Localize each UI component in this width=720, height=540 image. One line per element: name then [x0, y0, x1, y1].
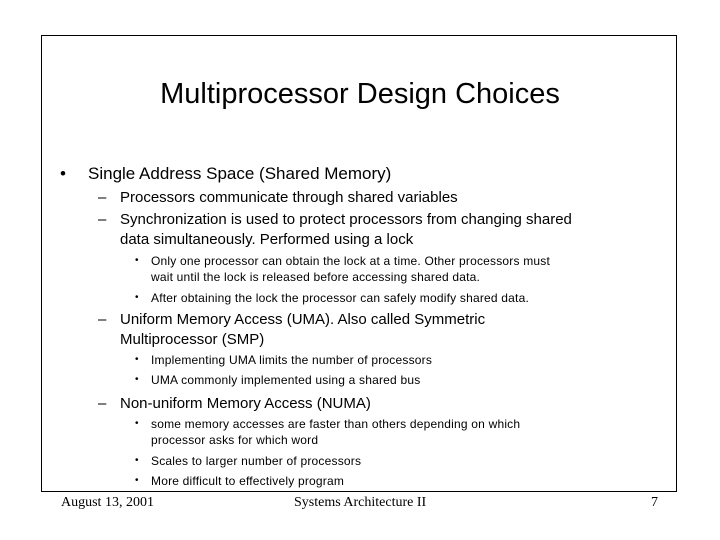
- dash-marker: –: [98, 311, 107, 328]
- lock-item-1-line-2: wait until the lock is released before accessing shared data.: [151, 270, 481, 284]
- numa-item-1-line-1: some memory accesses are faster than others depending on which: [151, 417, 521, 431]
- slide-title: Multiprocessor Design Choices: [160, 78, 560, 110]
- lock-item-1-line-1: Only one processor can obtain the lock at a time. Other processors must: [151, 254, 551, 268]
- sub-point-2-line-1: Synchronization is used to protect processors from changing shared: [120, 211, 572, 228]
- footer-date: August 13, 2001: [61, 495, 154, 510]
- lock-item-2: After obtaining the lock the processor can safely modify shared data.: [151, 291, 530, 305]
- numa-item-2: Scales to larger number of processors: [151, 454, 362, 468]
- small-bullet-marker: •: [135, 354, 139, 365]
- sub-point-4: Non-uniform Memory Access (NUMA): [120, 395, 371, 412]
- sub-point-2-line-2: data simultaneously. Performed using a lock: [120, 231, 414, 248]
- dash-marker: –: [98, 211, 107, 228]
- sub-point-3-line-2: Multiprocessor (SMP): [120, 331, 265, 348]
- small-bullet-marker: •: [135, 418, 139, 429]
- uma-item-1: Implementing UMA limits the number of processors: [151, 353, 433, 367]
- uma-item-2: UMA commonly implemented using a shared bus: [151, 373, 421, 387]
- sub-point-3-line-1: Uniform Memory Access (UMA). Also called Symmetric: [120, 311, 486, 328]
- footer-course: Systems Architecture II: [294, 495, 427, 510]
- small-bullet-marker: •: [135, 455, 139, 466]
- small-bullet-marker: •: [135, 374, 139, 385]
- bullet-marker: •: [60, 164, 66, 183]
- dash-marker: –: [98, 395, 107, 412]
- small-bullet-marker: •: [135, 292, 139, 303]
- dash-marker: –: [98, 189, 107, 206]
- footer-page-number: 7: [651, 495, 658, 510]
- numa-item-1-line-2: processor asks for which word: [151, 433, 319, 447]
- sub-point-1: Processors communicate through shared variables: [120, 189, 458, 206]
- small-bullet-marker: •: [135, 475, 139, 486]
- main-point: Single Address Space (Shared Memory): [88, 164, 392, 183]
- small-bullet-marker: •: [135, 255, 139, 266]
- numa-item-3: More difficult to effectively program: [151, 474, 345, 488]
